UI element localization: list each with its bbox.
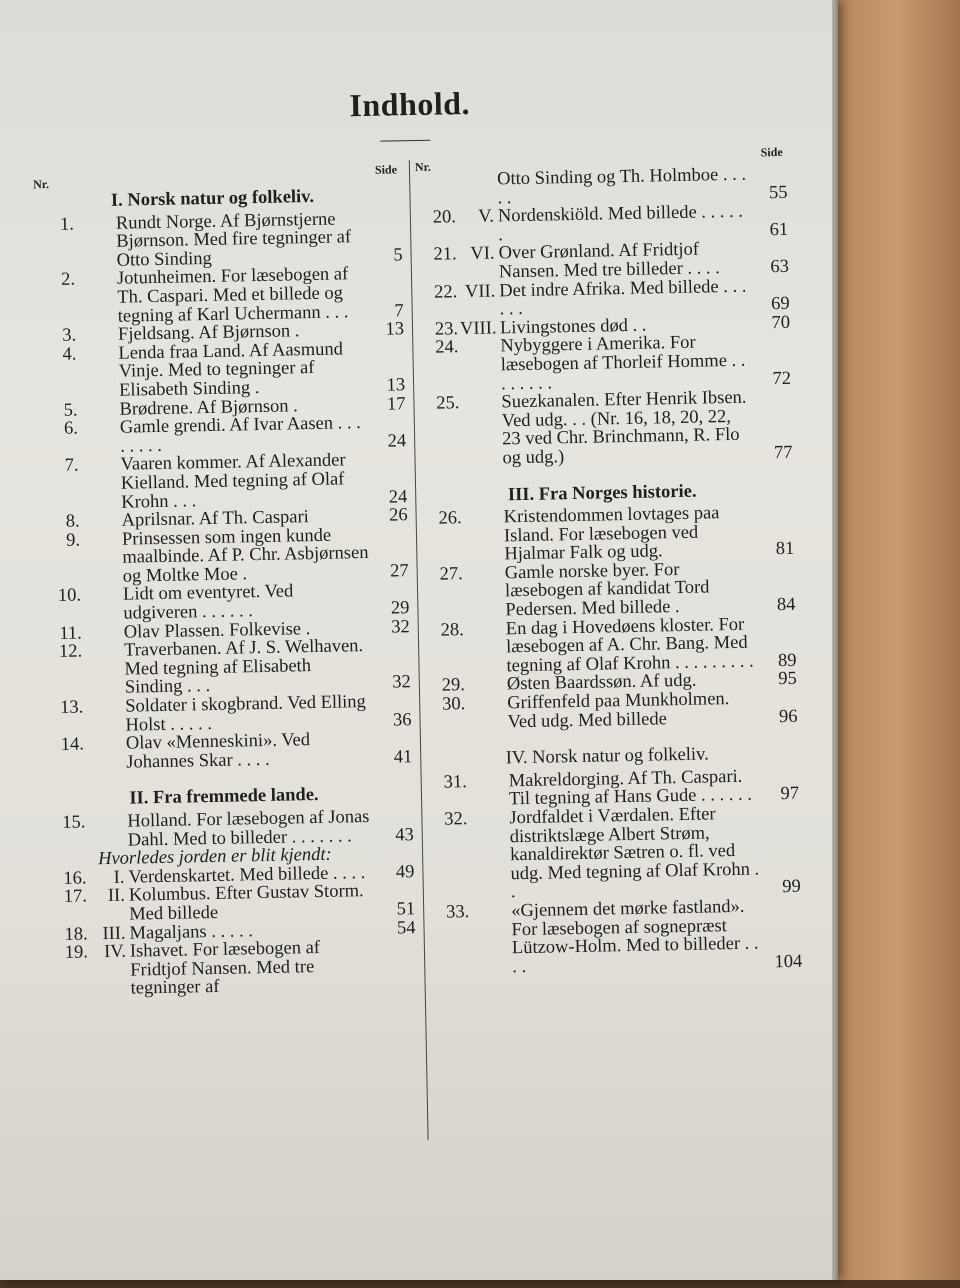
entry-number: 16. [63, 868, 87, 889]
right-column [415, 143, 803, 978]
entry-text: Prinsessen som ingen kunde maalbinde. Af P. Chr. Asbjørnsen og Moltke Moe . [121, 525, 369, 587]
toc-entry [34, 209, 403, 272]
subheading: Hvorledes jorden er blit kjendt: [97, 844, 332, 870]
entry-number: 21. [433, 244, 457, 266]
entry-roman: I. [113, 867, 125, 888]
toc-entry [45, 807, 414, 851]
entry-text: Nordenskiöld. Med billede . . . . . . [497, 201, 744, 246]
entry-roman: V. [478, 206, 495, 227]
entry-page: 24 [388, 486, 408, 508]
entry-page: 54 [396, 917, 416, 939]
toc-entry [427, 804, 801, 904]
entry-number: 6. [63, 418, 79, 439]
entry-roman: III. [102, 923, 126, 944]
entry-page: 77 [773, 442, 793, 464]
entry-text: Lidt om eventyret. Ved udgiveren . . . . . . [122, 581, 294, 624]
entry-page: 89 [777, 650, 797, 671]
entry-number: 24. [435, 337, 459, 358]
entry-number: 18. [64, 924, 88, 945]
section-heading: III. Fra Norges historie. [507, 481, 697, 505]
toc-entry [429, 897, 802, 979]
toc-entry [40, 525, 409, 588]
entry-number: 10. [57, 585, 82, 607]
section-heading: I. Norsk natur og folkeliv. [110, 186, 315, 211]
entry-number: 13. [59, 697, 84, 718]
title-rule [380, 140, 430, 142]
toc-entry [44, 729, 413, 773]
entry-number: 3. [62, 325, 77, 346]
entry-number: 32. [444, 809, 468, 830]
toc-entry [419, 388, 792, 470]
entry-number: 15. [62, 812, 86, 833]
entry-text: Olav Plassen. Folkevise . [123, 618, 311, 643]
entry-number: 2. [60, 269, 76, 291]
entry-page: 99 [782, 877, 802, 898]
toc-entry [48, 937, 417, 1000]
entry-page: 63 [770, 256, 790, 278]
entry-text: Jordfaldet i Værdalen. Efter distriktslæge Albert Strøm, kanaldirektør Sætren o. fl. ved udg. Med tegning af Olaf Krohn . . [509, 804, 760, 903]
entry-number: 27. [439, 564, 463, 585]
entry-page: 7 [394, 300, 404, 321]
entry-text: Soldater i skogbrand. Ved Elling Holst . . . . . [125, 692, 367, 736]
entry-roman [457, 171, 493, 172]
entry-number [415, 171, 455, 172]
entry-number: 19. [64, 942, 89, 964]
toc-entry [36, 339, 405, 402]
entry-number: 23. [434, 318, 459, 340]
entry-roman [461, 394, 497, 395]
entry-text: Nybyggere i Amerika. For læsebogen af Thorleif Homme . . . . . . . . [500, 333, 746, 394]
entry-number: 1. [59, 214, 75, 235]
entry-text: Griffenfeld paa Munkholmen. Ved udg. Med billede [507, 689, 730, 732]
entry-page: 41 [393, 746, 413, 768]
entry-number: 9. [65, 530, 81, 551]
entry-text: Vaaren kommer. Af Alexander Kielland. Med tegning af Olaf Krohn . . . [120, 450, 346, 513]
entry-number: 26. [438, 508, 462, 529]
toc-list [34, 209, 413, 774]
toc-entry [425, 689, 798, 733]
entry-page: 95 [778, 669, 798, 690]
toc-list [45, 807, 414, 851]
entry-number: 4. [62, 344, 77, 365]
entry-text: En dag i Hovedøens kloster. For læsebogen af A. Chr. Bang. Med tegning af Olaf Krohn . . . . . . . . . [505, 614, 754, 677]
entry-page: 70 [771, 312, 791, 333]
side-header: Side [760, 144, 783, 160]
toc-list [46, 863, 416, 1000]
entry-number: 25. [436, 393, 460, 414]
entry-text: Det indre Afrika. Med billede . . . . . . [499, 276, 747, 320]
entry-page: 5 [393, 245, 403, 266]
entry-page: 36 [392, 709, 412, 731]
entry-page: 24 [387, 430, 407, 452]
toc-entry [35, 265, 404, 328]
entry-text: Fjeldsang. Af Bjørnson . [117, 321, 300, 345]
entry-page: 17 [386, 393, 406, 415]
entry-number: 5. [63, 400, 78, 421]
entry-text: Aprilsnar. Af Th. Caspari [121, 507, 310, 531]
entry-page: 61 [769, 219, 789, 240]
entry-number: 28. [440, 619, 465, 641]
entry-page: 96 [778, 706, 798, 727]
entry-number: 33. [445, 902, 470, 923]
side-header: Side [374, 162, 398, 177]
entry-text: Olav «Menneskini». Ved Johannes Skar . . . . [125, 730, 311, 773]
toc-list [427, 767, 803, 979]
entry-text: Magaljans . . . . . [129, 920, 254, 944]
toc-entry [418, 332, 791, 395]
page-title: Indhold. [349, 84, 471, 124]
entry-number: 7. [64, 455, 79, 477]
entry-page: 72 [772, 368, 792, 389]
entry-number: 22. [434, 281, 458, 303]
toc-entry [423, 559, 796, 622]
entry-number: 30. [441, 694, 466, 715]
entry-number: 20. [432, 207, 457, 228]
entry-text: Rundt Norge. Af Bjørnstjerne Bjørnson. Med fire tegninger af Otto Sinding [115, 209, 352, 271]
entry-number: 17. [63, 886, 88, 908]
entry-roman: VI. [470, 243, 495, 265]
entry-roman [460, 338, 496, 339]
entry-roman: VII. [464, 281, 496, 302]
entry-page: 81 [775, 539, 795, 560]
entry-text: Kolumbus. Efter Gustav Storm. Med billede [128, 881, 364, 925]
entry-text: Østen Baardssøn. Af udg. [506, 671, 697, 695]
entry-page: 104 [774, 951, 803, 973]
entry-number: 11. [59, 623, 82, 644]
entry-page: 97 [780, 784, 800, 805]
entry-roman: IV. [103, 941, 127, 963]
left-column [33, 160, 417, 1000]
entry-text: Holland. For læsebogen af Jonas Dahl. Med to billeder . . . . . . . [127, 807, 370, 851]
entry-page: 29 [390, 598, 410, 619]
entry-text: Traverbanen. Af J. S. Welhaven. Med tegning af Elisabeth Sinding . . . [123, 636, 364, 699]
toc-entry [424, 614, 797, 677]
entry-number: 29. [441, 675, 466, 697]
entry-page: 26 [388, 505, 408, 526]
nr-header: Nr. [414, 159, 431, 175]
entry-text: Jotunheimen. For læsebogen af Th. Caspari. Med et billede og tegning af Karl Uchermann . . . [116, 264, 349, 327]
entry-number: 8. [65, 511, 80, 532]
entry-text: Suezkanalen. Efter Henrik Ibsen. Ved udg. . . (Nr. 16, 18, 20, 22, 23 ved Chr. Brinchmann, R. Flo og udg.) [501, 387, 747, 469]
entry-text: Over Grønland. Af Fridtjof Nansen. Med tre billeder . . . . [498, 239, 721, 283]
section-heading: IV. Norsk natur og folkeliv. [505, 744, 709, 769]
entry-roman: II. [107, 886, 126, 907]
toc-entry [422, 503, 795, 566]
entry-number: 31. [443, 771, 467, 793]
entry-page: 55 [768, 182, 788, 203]
entry-text: Gamle grendi. Af Ivar Aasen . . . . . . . . [119, 413, 361, 457]
nr-header: Nr. [33, 177, 50, 192]
entry-text: Kristendommen lovtages paa Island. For læsebogen ved Hjalmar Falk og udg. [503, 503, 720, 565]
entry-text: Verdenskartet. Med billede . . . . [128, 862, 366, 888]
entry-number: 14. [60, 734, 85, 756]
entry-text: Livingstones død . . [499, 315, 647, 339]
toc-entry [42, 636, 411, 699]
entry-text: Ishavet. For læsebogen af Fridtjof Nansen. Med tre tegninger af [129, 938, 321, 999]
entry-text: Gamle norske byer. For læsebogen af kandidat Tord Pedersen. Med billede . [504, 559, 710, 621]
entry-page: 32 [391, 616, 410, 638]
entry-roman: VIII. [459, 318, 497, 339]
entry-text: «Gjennem det mørke fastland». For læsebogen af sognepræst Lützow-Holm. Med to billeder . . . . [511, 896, 759, 978]
entry-page: 51 [396, 899, 416, 920]
entry-page: 84 [776, 594, 796, 616]
entry-text: Brødrene. Af Bjørnson . [119, 395, 298, 420]
entry-text: Lenda fraa Land. Af Aasmund Vinje. Med to tegninger af Elisabeth Sinding . [118, 339, 344, 401]
toc-list [422, 503, 798, 733]
entry-page: 27 [389, 561, 409, 582]
entry-page: 49 [395, 861, 415, 883]
section-heading: II. Fra fremmede lande. [129, 785, 319, 810]
entry-text: Otto Sinding og Th. Holmboe . . . . . [496, 164, 747, 209]
toc-entry [38, 451, 407, 514]
entry-page: 13 [386, 375, 406, 396]
entry-page: 43 [395, 824, 414, 846]
entry-page: 13 [385, 319, 405, 340]
entry-text: Makreldorging. Af Th. Caspari. Til tegning af Hans Gude . . . . . . [508, 766, 753, 810]
entry-number: 12. [58, 641, 83, 663]
toc-list [415, 165, 793, 470]
entry-page [381, 993, 417, 994]
entry-page: 32 [392, 672, 412, 693]
entry-page: 69 [770, 294, 790, 315]
